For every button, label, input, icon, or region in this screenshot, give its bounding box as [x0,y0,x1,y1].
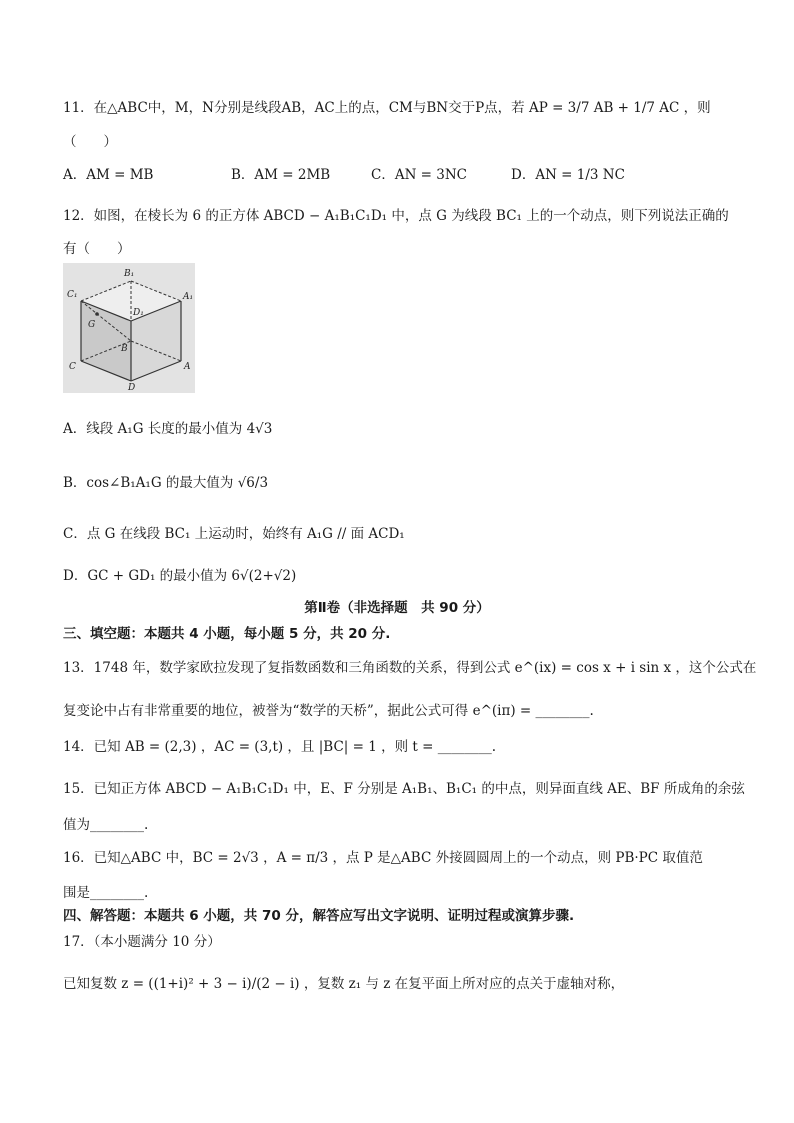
q13-line1: 13．1748 年，数学家欧拉发现了复指数函数和三角函数的关系，得到公式 e^(ix) = cos x + i sin x ，这个公式在 [63,660,757,676]
q12-stem-line2: 有（ ） [63,241,131,257]
label-d1: D₁ [133,308,144,318]
label-b: B [121,344,128,354]
q15-line2: 值为________. [63,817,149,833]
q12-option-a: A．线段 A₁G 长度的最小值为 4√3 [63,421,273,437]
q13-line2: 复变论中占有非常重要的地位，被誉为“数学的天桥”，据此公式可得 e^(iπ) = ________. [63,703,594,719]
label-b1: B₁ [124,269,135,279]
q11-paren: （ ） [63,134,117,150]
label-c: C [69,362,76,372]
cube-figure [63,263,195,393]
q11-option-a: A．AM = MB [63,167,154,183]
label-c1: C₁ [67,290,78,300]
q14-line: 14．已知 AB = (2,3) ，AC = (3,t) ，且 |BC| = 1 ，则 t = ________. [63,739,496,755]
section-4-title: 四、解答题：本题共 6 小题，共 70 分，解答应写出文字说明、证明过程或演算步骤. [63,908,575,924]
q11-stem: 11．在△ABC中，M，N分别是线段AB，AC上的点，CM与BN交于P点，若 AP = 3/7 AB + 1/7 AC ，则 [63,100,711,116]
q12-option-c: C．点 G 在线段 BC₁ 上运动时，始终有 A₁G // 面 ACD₁ [63,526,405,542]
label-d: D [128,383,136,393]
q12-stem-line1: 12．如图，在棱长为 6 的正方体 ABCD − A₁B₁C₁D₁ 中，点 G 为线段 BC₁ 上的一个动点，则下列说法正确的 [63,208,729,224]
section-2-title: 第Ⅱ卷（非选择题 共 90 分） [304,600,490,616]
q11-option-d: D．AN = 1/3 NC [511,167,625,183]
q17-line: 已知复数 z = ((1+i)² + 3 − i)/(2 − i) ，复数 z₁ 与 z 在复平面上所对应的点关于虚轴对称， [63,976,625,992]
q12-option-b: B．cos∠B₁A₁G 的最大值为 √6/3 [63,475,269,491]
q11-option-c: C．AN = 3NC [371,167,468,183]
section-3-title: 三、填空题：本题共 4 小题，每小题 5 分，共 20 分. [63,626,391,642]
q17-header: 17．（本小题满分 10 分） [63,934,221,950]
q11-option-b: B．AM = 2MB [231,167,331,183]
label-a1: A₁ [183,292,194,302]
label-a: A [184,362,191,372]
q15-line1: 15．已知正方体 ABCD − A₁B₁C₁D₁ 中，E、F 分别是 A₁B₁、B₁C₁ 的中点，则异面直线 AE、BF 所成角的余弦 [63,781,745,797]
q16-line1: 16．已知△ABC 中，BC = 2√3 ，A = π/3 ，点 P 是△ABC 外接圆圆周上的一个动点，则 PB·PC 取值范 [63,850,703,866]
point-g [95,312,99,316]
q12-option-d: D．GC + GD₁ 的最小值为 6√(2+√2) [63,568,297,584]
label-g: G [88,320,96,330]
q16-line2: 围是________. [63,885,149,901]
